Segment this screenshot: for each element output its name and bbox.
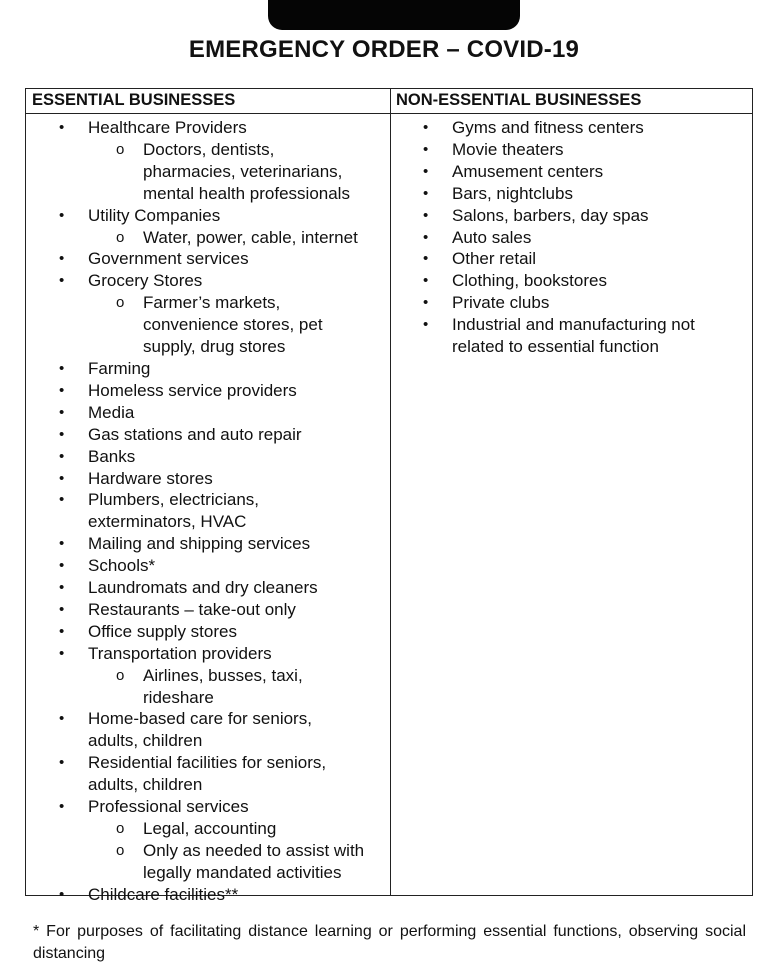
list-item [26,796,388,818]
list-item [26,687,388,709]
bullet-icon: • [59,425,65,443]
list-item-text: Residential facilities for seniors, [88,753,327,773]
bullet-icon: • [59,447,65,465]
list-item-text: Farming [88,358,151,378]
list-item-text: Hardware stores [88,468,213,488]
list-item-text: Auto sales [452,227,532,247]
list-item-text: Professional services [88,797,249,817]
bullet-icon: • [59,798,65,816]
list-item-text: Office supply stores [88,621,237,641]
list-item [26,708,388,730]
list-item [26,424,388,446]
list-item [26,139,388,161]
bullet-icon: • [423,206,429,224]
list-item [26,205,388,227]
sub-bullet-icon: o [116,820,125,837]
list-item-text: Banks [88,446,136,466]
sub-bullet-icon: o [116,294,125,312]
list-item [26,446,388,468]
list-item-text: Amusement centers [452,161,604,181]
bullet-icon: • [59,250,65,268]
list-item [26,862,388,884]
bullet-icon: • [59,579,65,597]
list-item-text: Utility Companies [88,205,221,225]
list-item-text: adults, children [88,775,203,795]
list-item [26,730,388,752]
sub-bullet-icon: o [116,228,125,246]
list-item [26,336,388,358]
essential-list [26,117,388,906]
bullet-icon: • [59,206,65,224]
list-item-text: Legal, accounting [143,819,277,838]
list-item-text: Laundromats and dry cleaners [88,578,318,598]
list-item [26,270,388,292]
list-item [26,489,388,511]
list-item [26,818,388,840]
list-item [390,117,752,139]
list-item-text: convenience stores, pet [143,315,323,335]
list-item [26,117,388,139]
list-item-text: related to essential function [452,337,659,357]
bullet-icon: • [59,710,65,728]
list-item [390,205,752,227]
list-item-text: Farmer’s markets, [143,293,281,313]
footnote: * For purposes of facilitating distance learning or performing essential functions, observing social distancing [33,923,746,962]
bullet-icon: • [423,272,429,290]
list-item-text: pharmacies, veterinarians, [143,161,343,181]
list-item-text: Other retail [452,249,537,269]
list-item [26,599,388,621]
bullet-icon: • [59,272,65,290]
list-item [390,314,752,336]
list-item-text: Only as needed to assist with [143,840,365,860]
list-item [26,665,388,687]
list-item-text: Doctors, dentists, [143,139,275,159]
list-item [26,555,388,577]
list-item-text: Government services [88,249,249,269]
list-item-text: Plumbers, electricians, [88,490,260,510]
list-item-text: Industrial and manufacturing not [452,315,695,335]
list-item [26,248,388,270]
bullet-icon: • [59,644,65,662]
list-item [26,161,388,183]
bullet-icon: • [59,885,65,903]
list-item-text: Healthcare Providers [88,118,247,137]
list-item-text: Media [88,402,135,422]
list-item [26,227,388,249]
bullet-icon: • [423,184,429,202]
list-item [26,402,388,424]
list-item [26,468,388,490]
list-item-text: Water, power, cable, internet [143,227,358,247]
bullet-icon: • [423,250,429,268]
bullet-icon: • [423,316,429,334]
list-item [390,292,752,314]
list-item-text: Homeless service providers [88,380,297,400]
list-item-text: Home-based care for seniors, [88,709,312,729]
list-item-text: Mailing and shipping services [88,534,311,554]
list-item [26,358,388,380]
list-item-text: Movie theaters [452,139,564,159]
bullet-icon: • [423,294,429,312]
bullet-icon: • [59,119,65,136]
list-item-text: Gas stations and auto repair [88,424,302,444]
page-title: EMERGENCY ORDER – COVID-19 [188,36,580,63]
list-item [390,336,752,358]
list-item-text: mental health professionals [143,183,350,203]
list-item [390,270,752,292]
list-item [26,533,388,555]
sub-bullet-icon: o [116,841,125,859]
list-item-text: Airlines, busses, taxi, [143,665,303,685]
list-item-text: Clothing, bookstores [452,271,607,291]
non-essential-header: NON-ESSENTIAL BUSINESSES [396,91,642,109]
list-item [26,380,388,402]
bullet-icon: • [423,162,429,180]
list-item-text: rideshare [143,687,214,707]
redaction-block [268,0,520,30]
bullet-icon: • [423,119,429,136]
list-item-text: Transportation providers [88,643,272,663]
list-item-text: Gyms and fitness centers [452,118,644,137]
bullet-icon: • [59,754,65,772]
list-item [26,884,388,906]
list-item-text: exterminators, HVAC [88,512,247,532]
bullet-icon: • [59,600,65,618]
list-item [390,139,752,161]
list-item-text: legally mandated activities [143,862,342,882]
list-item-text: Salons, barbers, day spas [452,205,649,225]
list-item-text: Grocery Stores [88,271,203,291]
list-item [390,183,752,205]
bullet-icon: • [59,622,65,640]
list-item-text: Restaurants – take-out only [88,599,296,619]
list-item [26,183,388,205]
list-item-text: Childcare facilities** [88,884,239,904]
essential-header: ESSENTIAL BUSINESSES [32,91,236,109]
list-item [26,774,388,796]
list-item [26,292,388,314]
list-item [26,621,388,643]
list-item [26,577,388,599]
bullet-icon: • [59,381,65,399]
sub-bullet-icon: o [116,140,125,158]
business-table [25,88,753,904]
non-essential-list [390,117,752,358]
list-item-text: Private clubs [452,293,550,313]
list-item [390,161,752,183]
list-item [26,511,388,533]
list-item [390,227,752,249]
list-item-text: Bars, nightclubs [452,183,573,203]
list-item-text: adults, children [88,731,203,751]
bullet-icon: • [59,359,65,377]
header-divider [26,113,752,114]
list-item-text: Schools* [88,556,156,576]
list-item [26,643,388,665]
bullet-icon: • [59,557,65,575]
bullet-icon: • [59,491,65,509]
list-item [26,314,388,336]
bullet-icon: • [59,403,65,421]
bullet-icon: • [59,469,65,487]
sub-bullet-icon: o [116,666,125,684]
bullet-icon: • [423,228,429,246]
bullet-icon: • [423,140,429,158]
list-item [26,840,388,862]
list-item [26,752,388,774]
list-item-text: supply, drug stores [143,337,286,357]
list-item [390,248,752,270]
bullet-icon: • [59,535,65,553]
